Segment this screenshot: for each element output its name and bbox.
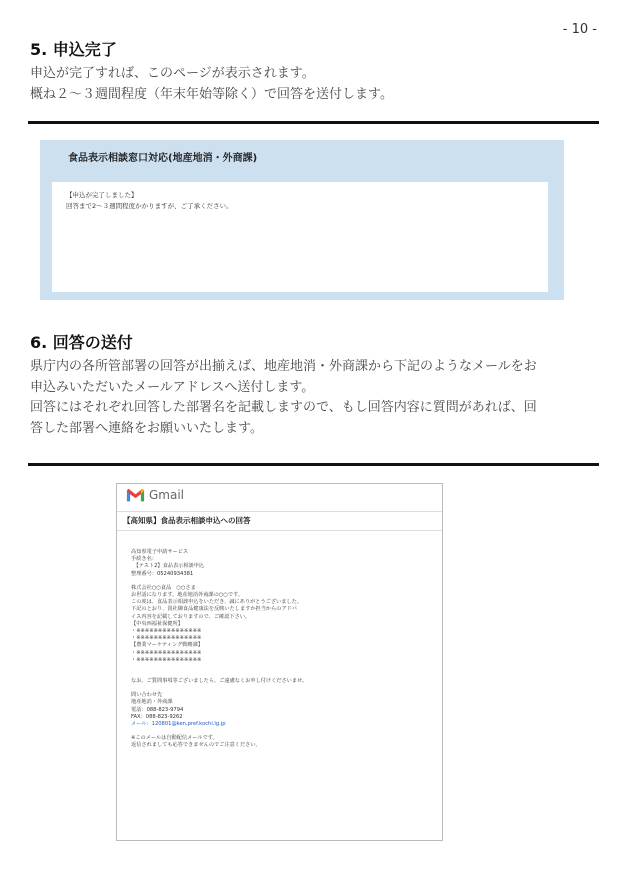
email-body-line: 返信されましても応答できませんのでご注意ください。	[131, 742, 261, 749]
email-body-spacer	[131, 664, 431, 671]
email-body-line: 手続き名：	[131, 556, 157, 563]
email-body-line: FAX：088-823-9262	[131, 713, 183, 720]
email-body-spacer	[131, 578, 431, 585]
completion-page-screenshot	[40, 140, 564, 300]
completion-message-body: 回答まで2～３週間程度かかりますが、ご了承ください。	[66, 202, 233, 210]
email-body-spacer	[131, 671, 431, 678]
email-body-line: 整理番号：05240934381	[131, 570, 194, 577]
email-body-line: ・※※※※※※※※※※※※※※※	[131, 628, 202, 635]
section6-line: 県庁内の各所管部署の回答が出揃えば、地産地消・外商課から下記のようなメールをお	[30, 359, 537, 374]
completion-message-heading: 【申込が完了しました】	[66, 191, 138, 199]
section6-text	[30, 357, 605, 439]
email-body-line: 株式会社○○食品 ○○さま	[131, 584, 196, 591]
email-body-line: 地産地消・外商課	[131, 699, 173, 706]
email-body-spacer	[131, 685, 431, 692]
gmail-logo	[126, 488, 184, 502]
section5-divider	[28, 121, 599, 124]
email-contact-address[interactable]: メール：120801@ken.pref.kochi.lg.jp	[131, 721, 226, 728]
email-body-line: 下記のとおり、貴社御食品健康法を反映いたしますか担当からのアドバ	[131, 606, 297, 613]
email-subject: 【高知県】食品表示相談申込への回答	[117, 511, 442, 531]
email-body-line: ・※※※※※※※※※※※※※※※	[131, 635, 202, 642]
gmail-m-icon	[126, 488, 145, 502]
page-number: - 10 -	[562, 22, 597, 37]
email-body-line: 【テスト2】食品表示相談申込	[131, 563, 205, 570]
section6-line: 回答にはそれぞれ回答した部署名を記載しますので、もし回答内容に質問があれば、回	[30, 400, 537, 415]
email-body	[131, 549, 431, 750]
section6-heading: 6. 回答の送付	[30, 333, 133, 352]
section6-line: 申込みいただいたメールアドレスへ送付します。	[30, 379, 315, 395]
email-body-line: ・※※※※※※※※※※※※※※※	[131, 656, 202, 663]
email-body-line: ※このメールは自動配信メールです。	[131, 735, 218, 742]
section6-line: 答した部署へ連絡をお願いいたします。	[30, 420, 263, 436]
completion-page-title: 食品表示相談窓口対応(地産地消・外商課)	[68, 153, 258, 164]
gmail-wordmark: Gmail	[149, 488, 185, 502]
email-body-line: 【農業マーケティング戦略課】	[131, 642, 204, 649]
section5-heading: 5. 申込完了	[30, 40, 117, 59]
email-body-line: 高知県電子申請サービス	[131, 549, 189, 555]
email-body-line: なお、ご質問事項等ございましたら、ご遠慮なくお申し付けくださいませ。	[131, 678, 308, 685]
email-body-line: 問い合わせ先	[131, 692, 163, 699]
section5-text	[30, 64, 605, 105]
completion-message-panel	[52, 182, 548, 292]
section5-line: 申込が完了すれば、このページが表示されます。	[30, 66, 315, 81]
email-body-line: ・※※※※※※※※※※※※※※※	[131, 649, 202, 656]
email-body-line: イス内容を記載しておりますので、ご確認下さい。	[131, 613, 251, 620]
section6-divider	[28, 463, 599, 466]
section5-line: 概ね２～３週間程度（年末年始等除く）で回答を送付します。	[30, 86, 393, 102]
email-body-line: この度は、食品表示相談申込をいただき、誠にありがとうございました。	[131, 599, 302, 606]
email-body-line: 電話：088-823-9794	[131, 706, 184, 713]
gmail-email-screenshot	[116, 483, 443, 841]
email-body-line: お世話になります。地産地消外商課の○○です。	[131, 592, 243, 599]
email-body-line: 【中央西福祉保健所】	[131, 620, 183, 627]
